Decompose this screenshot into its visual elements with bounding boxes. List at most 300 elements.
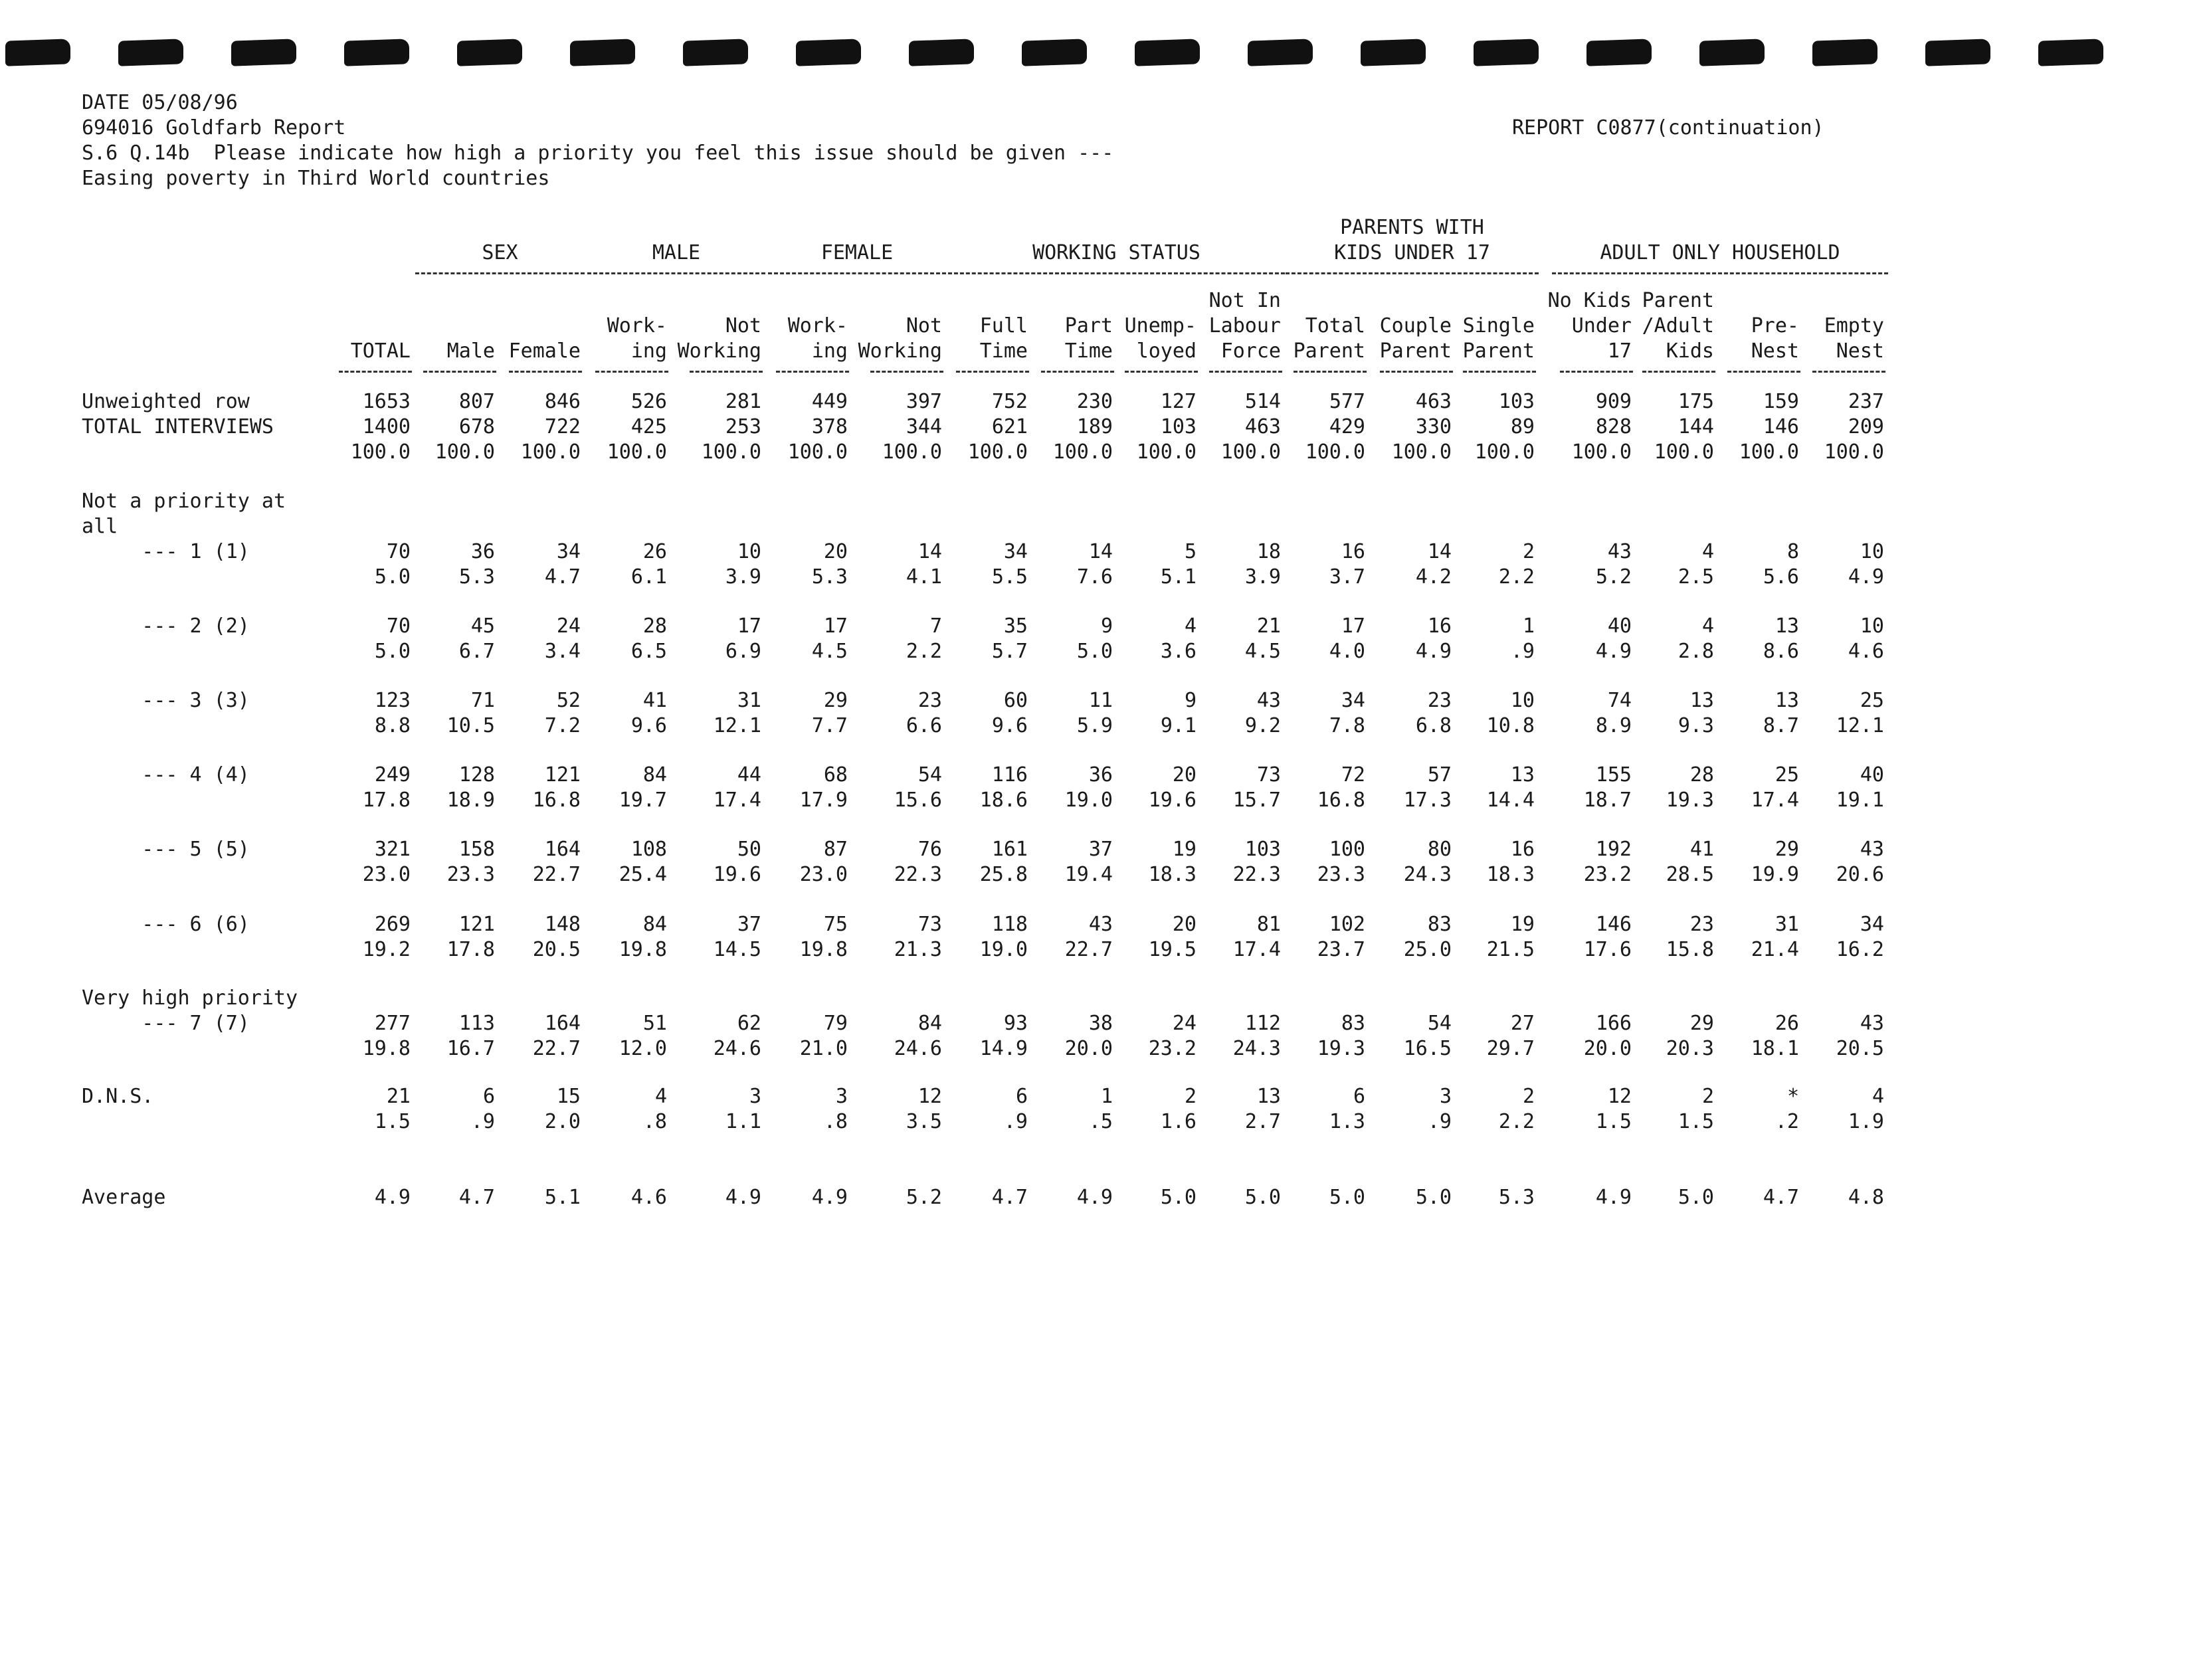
percent-cell: 3.5 — [906, 1110, 942, 1133]
count-cell: 20 — [1172, 763, 1197, 787]
percent-cell: 8.8 — [374, 714, 411, 737]
count-cell: 14 — [1427, 540, 1452, 563]
count-cell: 5 — [1184, 540, 1197, 563]
percent-cell: 18.9 — [446, 789, 495, 812]
percent-cell: 3.4 — [544, 640, 581, 663]
base-cell-unweighted: 159 — [1763, 390, 1799, 413]
percent-cell: 15.7 — [1232, 789, 1281, 812]
base-cell-unweighted: 1653 — [362, 390, 411, 413]
percent-cell: .8 — [823, 1110, 848, 1133]
count-cell: 29 — [823, 689, 848, 712]
count-cell: 3 — [749, 1085, 761, 1108]
group-underline — [415, 272, 585, 274]
base-cell-unweighted: 514 — [1244, 390, 1281, 413]
column-underline — [690, 371, 763, 373]
count-cell: 3 — [1439, 1085, 1452, 1108]
percent-cell: 23.7 — [1317, 938, 1365, 961]
count-cell: 93 — [1003, 1012, 1028, 1035]
count-cell: 21 — [386, 1085, 411, 1108]
percent-cell: 6.7 — [458, 640, 495, 663]
base-cell-unweighted: 230 — [1076, 390, 1113, 413]
count-cell: 44 — [737, 763, 761, 787]
count-cell: 54 — [1427, 1012, 1452, 1035]
percent-cell: 16.5 — [1403, 1037, 1452, 1060]
count-cell: 34 — [1860, 913, 1884, 936]
base-cell-unweighted: 526 — [630, 390, 667, 413]
count-cell: 24 — [556, 614, 581, 638]
column-header: Working — [858, 339, 942, 363]
percent-cell: 14.9 — [979, 1037, 1028, 1060]
count-cell: 2 — [1184, 1085, 1197, 1108]
column-header: Full — [979, 314, 1028, 337]
report-date: DATE 05/08/96 — [82, 91, 238, 114]
percent-cell: 17.3 — [1403, 789, 1452, 812]
count-cell: 26 — [642, 540, 667, 563]
count-cell: 34 — [1003, 540, 1028, 563]
average-cell: 4.9 — [725, 1186, 761, 1209]
percent-cell: 9.2 — [1244, 714, 1281, 737]
percent-cell: 7.8 — [1329, 714, 1365, 737]
count-cell: 20 — [1172, 913, 1197, 936]
percent-cell: 22.3 — [1232, 863, 1281, 886]
column-header: ing — [630, 339, 667, 363]
column-header: Work- — [787, 314, 848, 337]
base-cell-pct: 100.0 — [1305, 440, 1365, 464]
column-header: Nest — [1836, 339, 1884, 363]
column-header: Under — [1571, 314, 1632, 337]
count-cell: 29 — [1775, 838, 1799, 861]
count-cell: 123 — [374, 689, 411, 712]
percent-cell: 24.6 — [894, 1037, 942, 1060]
percent-cell: 19.9 — [1751, 863, 1799, 886]
count-cell: 23 — [1427, 689, 1452, 712]
base-cell-total: 146 — [1763, 415, 1799, 438]
count-cell: 41 — [1689, 838, 1714, 861]
percent-cell: 2.7 — [1244, 1110, 1281, 1133]
row-label-total-interviews: TOTAL INTERVIEWS — [82, 415, 274, 438]
base-cell-unweighted: 175 — [1678, 390, 1714, 413]
count-cell: 16 — [1510, 838, 1535, 861]
question-text: S.6 Q.14b Please indicate how high a priority you feel this issue should be given --- — [82, 141, 1114, 165]
group-header: FEMALE — [820, 241, 894, 264]
count-cell: 87 — [823, 838, 848, 861]
count-cell: 84 — [642, 763, 667, 787]
row-label: all — [82, 515, 118, 538]
row-label: --- 1 (1) — [82, 540, 250, 563]
percent-cell: 5.2 — [1595, 565, 1632, 589]
count-cell: 43 — [1256, 689, 1281, 712]
percent-cell: 2.2 — [1498, 565, 1535, 589]
percent-cell: 6.9 — [725, 640, 761, 663]
percent-cell: 5.9 — [1076, 714, 1113, 737]
base-cell-total: 330 — [1415, 415, 1452, 438]
group-header: PARENTS WITH — [1340, 216, 1484, 239]
percent-cell: 10.5 — [446, 714, 495, 737]
count-cell: 75 — [823, 913, 848, 936]
percent-cell: .9 — [1427, 1110, 1452, 1133]
count-cell: 10 — [1860, 614, 1884, 638]
percent-cell: 18.3 — [1486, 863, 1535, 886]
count-cell: 8 — [1786, 540, 1799, 563]
column-header: Not — [906, 314, 942, 337]
percent-cell: 19.8 — [799, 938, 848, 961]
column-header: TOTAL — [350, 339, 411, 363]
count-cell: 25 — [1860, 689, 1884, 712]
group-header: ADULT ONLY HOUSEHOLD — [1600, 241, 1840, 264]
column-header: /Adult — [1642, 314, 1714, 337]
column-underline — [956, 371, 1029, 373]
row-label: Not a priority at — [82, 490, 286, 513]
average-cell: 5.0 — [1160, 1186, 1197, 1209]
count-cell: 40 — [1607, 614, 1632, 638]
percent-cell: 19.6 — [1148, 789, 1197, 812]
percent-cell: 6.1 — [630, 565, 667, 589]
column-header: loyed — [1136, 339, 1197, 363]
base-cell-total: 253 — [725, 415, 761, 438]
row-label: --- 4 (4) — [82, 763, 250, 787]
count-cell: 103 — [1244, 838, 1281, 861]
column-header: Time — [1064, 339, 1113, 363]
column-header: Parent — [1293, 339, 1365, 363]
count-cell: 13 — [1510, 763, 1535, 787]
count-cell: 60 — [1003, 689, 1028, 712]
count-cell: 43 — [1088, 913, 1113, 936]
base-cell-total: 344 — [906, 415, 942, 438]
count-cell: 74 — [1607, 689, 1632, 712]
percent-cell: 19.0 — [979, 938, 1028, 961]
base-cell-total: 429 — [1329, 415, 1365, 438]
count-cell: 36 — [470, 540, 495, 563]
count-cell: 36 — [1088, 763, 1113, 787]
count-cell: 17 — [823, 614, 848, 638]
percent-cell: 5.5 — [991, 565, 1028, 589]
base-cell-total: 828 — [1595, 415, 1632, 438]
count-cell: 158 — [458, 838, 495, 861]
percent-cell: 19.1 — [1836, 789, 1884, 812]
percent-cell: 5.1 — [1160, 565, 1197, 589]
count-cell: 51 — [642, 1012, 667, 1035]
percent-cell: 22.7 — [1064, 938, 1113, 961]
percent-cell: 18.3 — [1148, 863, 1197, 886]
column-header: Kids — [1666, 339, 1714, 363]
percent-cell: 1.5 — [1595, 1110, 1632, 1133]
percent-cell: 4.5 — [1244, 640, 1281, 663]
column-underline — [423, 371, 496, 373]
percent-cell: 18.6 — [979, 789, 1028, 812]
percent-cell: 20.0 — [1064, 1037, 1113, 1060]
percent-cell: 2.0 — [544, 1110, 581, 1133]
base-cell-unweighted: 237 — [1848, 390, 1884, 413]
column-header: Parent — [1379, 339, 1452, 363]
percent-cell: 7.6 — [1076, 565, 1113, 589]
count-cell: 7 — [929, 614, 942, 638]
count-cell: 113 — [458, 1012, 495, 1035]
base-cell-pct: 100.0 — [1824, 440, 1884, 464]
base-cell-total: 209 — [1848, 415, 1884, 438]
percent-cell: 4.9 — [1848, 565, 1884, 589]
percent-cell: 24.3 — [1232, 1037, 1281, 1060]
count-cell: 21 — [1256, 614, 1281, 638]
percent-cell: 9.6 — [991, 714, 1028, 737]
column-header: Single — [1462, 314, 1535, 337]
percent-cell: 1.5 — [374, 1110, 411, 1133]
percent-cell: .8 — [642, 1110, 667, 1133]
count-cell: 31 — [1775, 913, 1799, 936]
count-cell: 12 — [917, 1085, 942, 1108]
count-cell: 13 — [1775, 614, 1799, 638]
percent-cell: 19.2 — [362, 938, 411, 961]
count-cell: 52 — [556, 689, 581, 712]
percent-cell: 21.4 — [1751, 938, 1799, 961]
count-cell: 70 — [386, 540, 411, 563]
column-header: Force — [1220, 339, 1281, 363]
percent-cell: 5.6 — [1763, 565, 1799, 589]
count-cell: 73 — [1256, 763, 1281, 787]
count-cell: 16 — [1427, 614, 1452, 638]
percent-cell: 19.5 — [1148, 938, 1197, 961]
count-cell: 40 — [1860, 763, 1884, 787]
percent-cell: 9.1 — [1160, 714, 1197, 737]
column-header: Nest — [1751, 339, 1799, 363]
row-label: Very high priority — [82, 986, 298, 1010]
column-header: Couple — [1379, 314, 1452, 337]
base-cell-total: 189 — [1076, 415, 1113, 438]
percent-cell: 19.6 — [713, 863, 761, 886]
count-cell: 81 — [1256, 913, 1281, 936]
column-header: 17 — [1607, 339, 1632, 363]
base-cell-unweighted: 752 — [991, 390, 1028, 413]
average-cell: 5.0 — [1329, 1186, 1365, 1209]
count-cell: 27 — [1510, 1012, 1535, 1035]
column-header: Work- — [607, 314, 667, 337]
count-cell: 15 — [556, 1085, 581, 1108]
count-cell: 118 — [991, 913, 1028, 936]
count-cell: 19 — [1510, 913, 1535, 936]
count-cell: 6 — [482, 1085, 495, 1108]
average-cell: 4.9 — [811, 1186, 848, 1209]
base-cell-unweighted: 127 — [1160, 390, 1197, 413]
column-header: Time — [979, 339, 1028, 363]
base-cell-pct: 100.0 — [787, 440, 848, 464]
issue-topic: Easing poverty in Third World countries — [82, 167, 550, 190]
percent-cell: 24.6 — [713, 1037, 761, 1060]
percent-cell: 22.3 — [894, 863, 942, 886]
count-cell: 43 — [1607, 540, 1632, 563]
count-cell: 13 — [1689, 689, 1714, 712]
count-cell: 14 — [1088, 540, 1113, 563]
base-cell-pct: 100.0 — [1571, 440, 1632, 464]
count-cell: 80 — [1427, 838, 1452, 861]
count-cell: 10 — [1510, 689, 1535, 712]
percent-cell: 5.7 — [991, 640, 1028, 663]
count-cell: 57 — [1427, 763, 1452, 787]
percent-cell: 3.9 — [725, 565, 761, 589]
percent-cell: 4.9 — [1595, 640, 1632, 663]
percent-cell: 25.4 — [619, 863, 667, 886]
count-cell: 50 — [737, 838, 761, 861]
column-underline — [1380, 371, 1453, 373]
count-cell: 161 — [991, 838, 1028, 861]
percent-cell: 1.5 — [1678, 1110, 1714, 1133]
average-cell: 4.7 — [1763, 1186, 1799, 1209]
percent-cell: 18.1 — [1751, 1037, 1799, 1060]
percent-cell: 17.9 — [799, 789, 848, 812]
row-label: --- 3 (3) — [82, 689, 250, 712]
count-cell: 9 — [1184, 689, 1197, 712]
count-cell: 13 — [1256, 1085, 1281, 1108]
count-cell: 84 — [642, 913, 667, 936]
count-cell: 2 — [1701, 1085, 1714, 1108]
percent-cell: 20.0 — [1583, 1037, 1632, 1060]
base-cell-pct: 100.0 — [882, 440, 942, 464]
percent-cell: 29.7 — [1486, 1037, 1535, 1060]
percent-cell: 19.8 — [619, 938, 667, 961]
column-header: Not In — [1208, 289, 1281, 312]
percent-cell: 19.8 — [362, 1037, 411, 1060]
percent-cell: 5.0 — [374, 565, 411, 589]
column-underline — [509, 371, 582, 373]
base-cell-total: 89 — [1510, 415, 1535, 438]
count-cell: 121 — [458, 913, 495, 936]
percent-cell: 21.5 — [1486, 938, 1535, 961]
group-header: MALE — [652, 241, 701, 264]
percent-cell: 17.8 — [362, 789, 411, 812]
count-cell: 41 — [642, 689, 667, 712]
count-cell: 38 — [1088, 1012, 1113, 1035]
count-cell: 9 — [1100, 614, 1113, 638]
average-cell: 5.0 — [1678, 1186, 1714, 1209]
percent-cell: 24.3 — [1403, 863, 1452, 886]
count-cell: 23 — [917, 689, 942, 712]
row-label: --- 5 (5) — [82, 838, 250, 861]
count-cell: 2 — [1522, 1085, 1535, 1108]
percent-cell: 23.3 — [1317, 863, 1365, 886]
base-cell-unweighted: 449 — [811, 390, 848, 413]
percent-cell: 12.0 — [619, 1037, 667, 1060]
percent-cell: 4.5 — [811, 640, 848, 663]
count-cell: 31 — [737, 689, 761, 712]
percent-cell: 10.8 — [1486, 714, 1535, 737]
count-cell: 28 — [642, 614, 667, 638]
count-cell: 68 — [823, 763, 848, 787]
average-cell: 4.7 — [458, 1186, 495, 1209]
percent-cell: 9.6 — [630, 714, 667, 737]
count-cell: 16 — [1341, 540, 1365, 563]
percent-cell: 1.6 — [1160, 1110, 1197, 1133]
group-underline — [1286, 272, 1539, 274]
percent-cell: 16.2 — [1836, 938, 1884, 961]
column-underline — [1463, 371, 1536, 373]
count-cell: 1 — [1522, 614, 1535, 638]
base-cell-pct: 100.0 — [1052, 440, 1113, 464]
count-cell: 12 — [1607, 1085, 1632, 1108]
column-underline — [1642, 371, 1715, 373]
percent-cell: 19.4 — [1064, 863, 1113, 886]
percent-cell: 21.3 — [894, 938, 942, 961]
column-header: Male — [446, 339, 495, 363]
percent-cell: 12.1 — [713, 714, 761, 737]
count-cell: 2 — [1522, 540, 1535, 563]
column-underline — [776, 371, 849, 373]
percent-cell: 19.3 — [1317, 1037, 1365, 1060]
count-cell: 84 — [917, 1012, 942, 1035]
count-cell: 112 — [1244, 1012, 1281, 1035]
base-cell-unweighted: 909 — [1595, 390, 1632, 413]
percent-cell: 1.1 — [725, 1110, 761, 1133]
column-underline — [1125, 371, 1198, 373]
count-cell: 11 — [1088, 689, 1113, 712]
count-cell: 20 — [823, 540, 848, 563]
report-id: REPORT C0877(continuation) — [1512, 116, 1824, 140]
count-cell: 29 — [1689, 1012, 1714, 1035]
percent-cell: 14.4 — [1486, 789, 1535, 812]
column-header: Total — [1305, 314, 1365, 337]
row-label: --- 2 (2) — [82, 614, 250, 638]
count-cell: 24 — [1172, 1012, 1197, 1035]
count-cell: 18 — [1256, 540, 1281, 563]
percent-cell: 17.8 — [446, 938, 495, 961]
percent-cell: 8.9 — [1595, 714, 1632, 737]
count-cell: 1 — [1100, 1085, 1113, 1108]
count-cell: 4 — [654, 1085, 667, 1108]
count-cell: 277 — [374, 1012, 411, 1035]
count-cell: 35 — [1003, 614, 1028, 638]
percent-cell: 12.1 — [1836, 714, 1884, 737]
column-underline — [1727, 371, 1800, 373]
count-cell: 79 — [823, 1012, 848, 1035]
count-cell: 100 — [1329, 838, 1365, 861]
count-cell: 3 — [835, 1085, 848, 1108]
count-cell: 37 — [737, 913, 761, 936]
count-cell: 83 — [1341, 1012, 1365, 1035]
percent-cell: 8.6 — [1763, 640, 1799, 663]
column-underline — [1041, 371, 1114, 373]
base-cell-unweighted: 397 — [906, 390, 942, 413]
group-underline — [1552, 272, 1888, 274]
percent-cell: 20.3 — [1666, 1037, 1714, 1060]
percent-cell: 25.8 — [979, 863, 1028, 886]
percent-cell: 8.7 — [1763, 714, 1799, 737]
base-cell-unweighted: 577 — [1329, 390, 1365, 413]
column-header: ing — [811, 339, 848, 363]
base-cell-total: 621 — [991, 415, 1028, 438]
average-cell: 4.9 — [1595, 1186, 1632, 1209]
percent-cell: 1.9 — [1848, 1110, 1884, 1133]
column-underline — [1812, 371, 1885, 373]
average-cell: 4.9 — [1076, 1186, 1113, 1209]
base-cell-total: 1400 — [362, 415, 411, 438]
percent-cell: 3.6 — [1160, 640, 1197, 663]
report-name: 694016 Goldfarb Report — [82, 116, 346, 140]
percent-cell: 7.7 — [811, 714, 848, 737]
percent-cell: 23.3 — [446, 863, 495, 886]
base-cell-pct: 100.0 — [1136, 440, 1197, 464]
count-cell: 76 — [917, 838, 942, 861]
row-label: --- 7 (7) — [82, 1012, 250, 1035]
base-cell-unweighted: 103 — [1498, 390, 1535, 413]
percent-cell: 2.2 — [1498, 1110, 1535, 1133]
count-cell: 45 — [470, 614, 495, 638]
percent-cell: 14.5 — [713, 938, 761, 961]
percent-cell: 6.8 — [1415, 714, 1452, 737]
column-header: Unemp- — [1124, 314, 1197, 337]
percent-cell: .2 — [1775, 1110, 1799, 1133]
column-header: Working — [677, 339, 761, 363]
percent-cell: 2.8 — [1678, 640, 1714, 663]
count-cell: 28 — [1689, 763, 1714, 787]
average-cell: 4.7 — [991, 1186, 1028, 1209]
column-underline — [870, 371, 943, 373]
